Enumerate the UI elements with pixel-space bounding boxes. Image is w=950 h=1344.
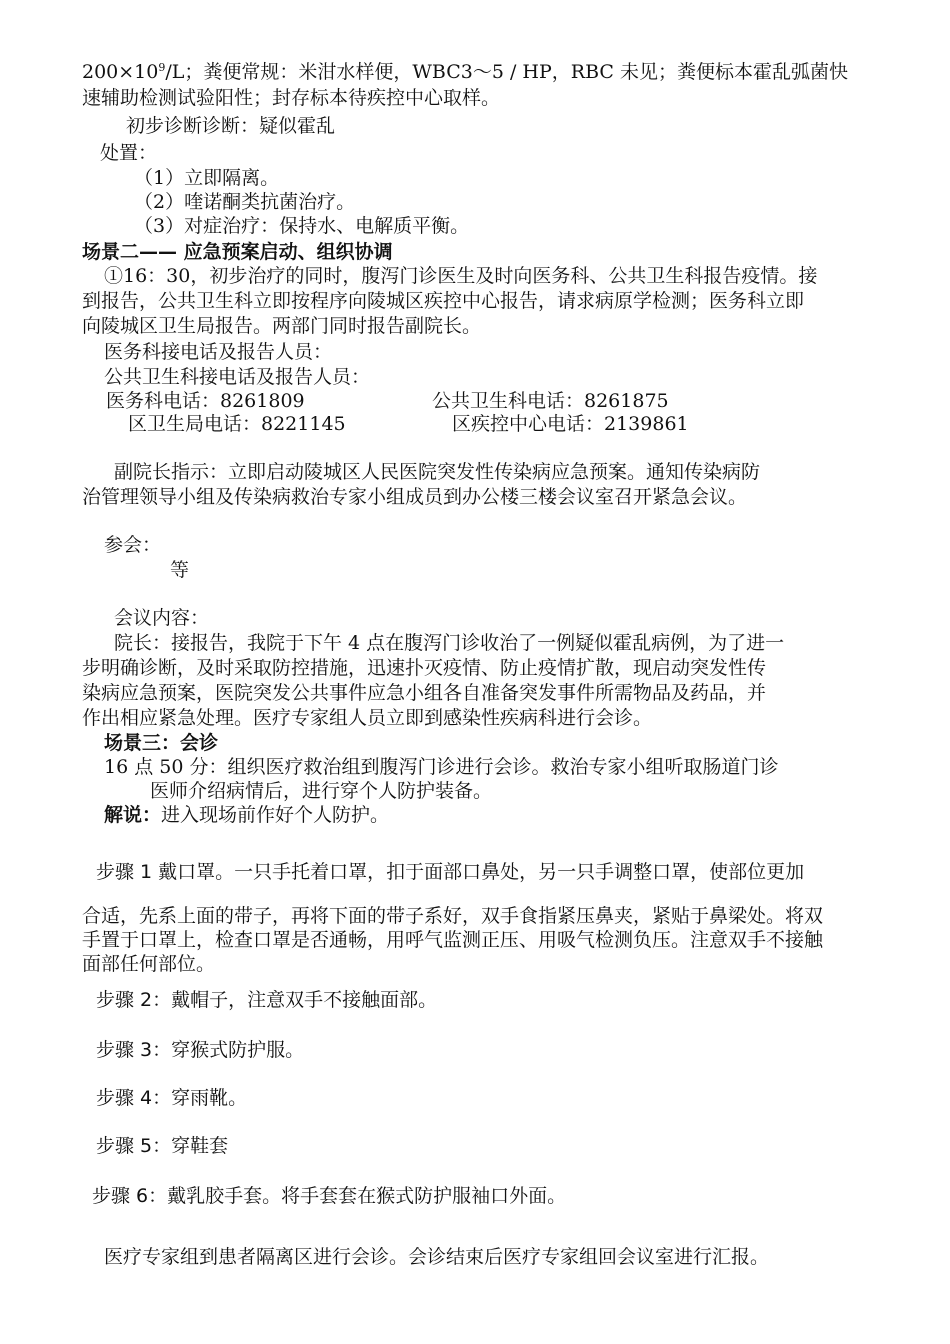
scene2-report-line-3: 向陵城区卫生局报告。两部门同时报告副院长。 bbox=[82, 315, 482, 337]
meeting-line-4: 作出相应紧急处理。医疗专家组人员立即到感染性疾病科进行会诊。 bbox=[82, 707, 653, 729]
instruction-line-2: 治管理领导小组及传染病救治专家小组成员到办公楼三楼会议室召开紧急会议。 bbox=[82, 486, 748, 508]
lab-value-exponent: 9 bbox=[158, 61, 166, 74]
scene2-title: 场景二—— 应急预案启动、组织协调 bbox=[82, 241, 393, 263]
attendees-label: 参会： bbox=[104, 534, 162, 556]
phone-cdc: 区疾控中心电话：2139861 bbox=[452, 413, 689, 435]
step-2-label: 步骤 2： bbox=[96, 989, 172, 1011]
closing-paragraph: 医疗专家组到患者隔离区进行会诊。会诊结束后医疗专家组回会议室进行汇报。 bbox=[104, 1246, 770, 1268]
lab-results-line-2: 速辅助检测试验阳性；封存标本待疾控中心取样。 bbox=[82, 87, 501, 109]
public-health-receiver: 公共卫生科接电话及报告人员： bbox=[104, 366, 371, 388]
phone-public-health: 公共卫生科电话：8261875 bbox=[432, 390, 669, 412]
step-4-text: 穿雨靴。 bbox=[171, 1087, 248, 1109]
step-4 bbox=[96, 1086, 247, 1110]
commentary bbox=[104, 803, 389, 827]
lab-value-prefix: 200×10 bbox=[82, 61, 159, 83]
step-5 bbox=[96, 1134, 228, 1158]
scene2-report-line-2: 到报告，公共卫生科立即按程序向陵城区疾控中心报告，请求病原学检测；医务科立即 bbox=[82, 290, 805, 312]
step-2-text: 戴帽子，注意双手不接触面部。 bbox=[171, 989, 438, 1011]
step-4-label: 步骤 4： bbox=[96, 1087, 172, 1109]
step-1-line-1 bbox=[96, 860, 804, 884]
step-2 bbox=[96, 988, 437, 1012]
meeting-line-3: 染病应急预案，医院突发公共事件应急小组各自准备突发事件所需物品及药品，并 bbox=[82, 682, 767, 704]
medical-dept-receiver: 医务科接电话及报告人员： bbox=[104, 341, 333, 363]
scene3-title: 场景三：会诊 bbox=[104, 732, 219, 754]
step-1-label: 步骤 1 bbox=[96, 861, 159, 883]
consult-line-2: 医师介绍病情后，进行穿个人防护装备。 bbox=[150, 780, 493, 802]
meeting-line-1: 院长：接报告，我院于下午 4 点在腹泻门诊收治了一例疑似霍乱病例，为了进一 bbox=[114, 632, 785, 654]
step-3 bbox=[96, 1038, 304, 1062]
step-6-label: 步骤 6： bbox=[92, 1185, 168, 1207]
lab-results-line-1 bbox=[82, 60, 848, 84]
step-1-line-2: 合适，先系上面的带子，再将下面的带子系好，双手食指紧压鼻夹，紧贴于鼻梁处。将双 bbox=[82, 905, 824, 927]
step-6 bbox=[92, 1184, 566, 1208]
instruction-line-1: 副院长指示：立即启动陵城区人民医院突发性传染病应急预案。通知传染病防 bbox=[114, 461, 761, 483]
step-3-text: 穿猴式防护服。 bbox=[171, 1039, 305, 1061]
step-1-text: 戴口罩。一只手托着口罩，扣于面部口鼻处，另一只手调整口罩，使部位更加 bbox=[158, 861, 805, 883]
commentary-label: 解说： bbox=[104, 804, 162, 826]
diagnosis: 初步诊断诊断：疑似霍乱 bbox=[126, 115, 336, 137]
step-5-label: 步骤 5： bbox=[96, 1135, 172, 1157]
treatment-item-1: （1）立即隔离。 bbox=[134, 167, 280, 189]
consult-line-1: 16 点 50 分：组织医疗救治组到腹泻门诊进行会诊。救治专家小组听取肠道门诊 bbox=[104, 756, 779, 778]
treatment-item-2: （2）喹诺酮类抗菌治疗。 bbox=[134, 191, 356, 213]
meeting-line-2: 步明确诊断，及时采取防控措施，迅速扑灭疫情、防止疫情扩散，现启动突发性传 bbox=[82, 657, 767, 679]
step-1-line-4: 面部任何部位。 bbox=[82, 953, 216, 975]
step-3-label: 步骤 3： bbox=[96, 1039, 172, 1061]
step-1-line-3: 手置于口罩上，检查口罩是否通畅，用呼气监测正压、用吸气检测负压。注意双手不接触 bbox=[82, 929, 824, 951]
phone-district-health: 区卫生局电话：8221145 bbox=[128, 413, 346, 435]
lab-results-rest: /L；粪便常规：米泔水样便，WBC3～5 / HP，RBC 未见；粪便标本霍乱弧菌快 bbox=[165, 61, 848, 83]
treatment-heading: 处置： bbox=[100, 142, 158, 164]
step-6-text: 戴乳胶手套。将手套套在猴式防护服袖口外面。 bbox=[167, 1185, 567, 1207]
meeting-label: 会议内容： bbox=[114, 607, 210, 629]
phone-medical: 医务科电话：8261809 bbox=[106, 390, 305, 412]
step-5-text: 穿鞋套 bbox=[171, 1135, 229, 1157]
scene2-report-line-1: ①16：30，初步治疗的同时，腹泻门诊医生及时向医务科、公共卫生科报告疫情。接 bbox=[104, 265, 818, 287]
treatment-item-3: （3）对症治疗：保持水、电解质平衡。 bbox=[134, 215, 470, 237]
commentary-text: 进入现场前作好个人防护。 bbox=[161, 804, 390, 826]
attendees-etc: 等 bbox=[170, 559, 190, 581]
